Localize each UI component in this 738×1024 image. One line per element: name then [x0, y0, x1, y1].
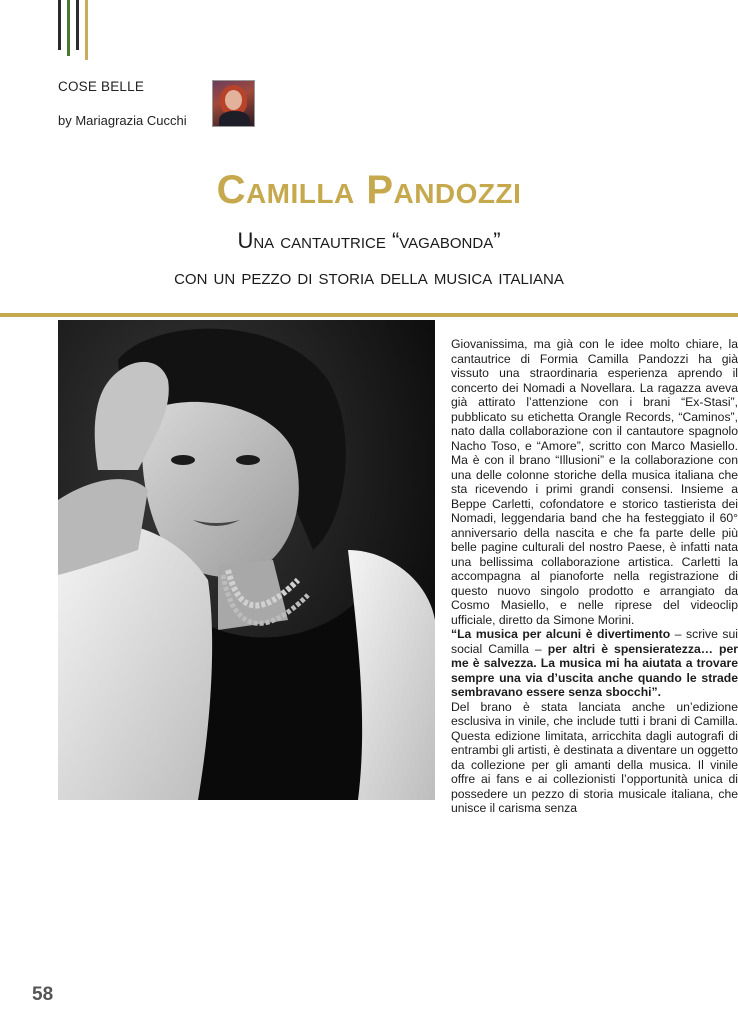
- title-divider: [0, 313, 738, 317]
- quote-attribution: – scrive sui social Camilla –: [451, 627, 738, 656]
- author-byline: by Mariagrazia Cucchi: [58, 113, 187, 128]
- decorative-bar: [85, 0, 88, 60]
- author-avatar: [212, 80, 255, 127]
- decorative-bars: [58, 0, 98, 58]
- decorative-bar: [67, 0, 70, 56]
- article-paragraph: Giovanissima, ma già con le idee molto chiare, la cantautrice di Formia Camilla Pandozzi ha già vissuto una straordinaria esperienza aprendo il concerto dei Nomadi a Novellara. La ragazza aveva già attirato l’attenzione con i brani “Ex-Stasi”, pubblicato su etichetta Orangle Records, “Caminos”, nato dalla collaborazione con il cantautore spagnolo Nacho Toso, e “Amore”, scritto con Marco Masiello. Ma è con il brano “Illusioni” e la collaborazione con una delle colonne storiche della musica italiana che sta ricevendo i primi grandi consensi. Insieme a Beppe Carletti, cofondatore e storico tastierista dei Nomadi, leggendaria band che ha festeggiato il 60° anniversario della nascita e che fa parte delle più belle pagine culturali del nostro Paese, è infatti nata una bellissima collaborazione artistica. Carletti la accompagna al pianoforte nella registrazione di questo nuovo singolo prodotto e arrangiato da Cosmo Masiello, e nelle riprese del videoclip ufficiale, diretto da Simone Morini.: [451, 337, 738, 627]
- article-title: Camilla Pandozzi: [216, 168, 522, 212]
- article-body: [451, 337, 738, 816]
- article-subtitle-line2: con un pezzo di storia della musica italiana: [174, 264, 564, 289]
- portrait-photo: [58, 320, 435, 800]
- decorative-bar: [76, 0, 79, 50]
- article-quote: [451, 627, 738, 700]
- page-number: 58: [32, 984, 54, 1005]
- section-label: COSE BELLE: [58, 79, 145, 94]
- decorative-bar: [58, 0, 61, 50]
- article-subtitle-line1: Una cantautrice “vagabonda”: [237, 228, 501, 253]
- quote-bold-part: per altri è spensieratezza… per me è salvezza. La musica mi ha aiutata a trovare sempre una via d’uscita anche quando le strade sembravano essere senza sbocchi”.: [451, 641, 738, 699]
- article-paragraph: Del brano è stata lanciata anche un’edizione esclusiva in vinile, che include tutti i brani di Camilla. Questa edizione limitata, arricchita dagli autografi di entrambi gli artisti, è destinata a diventare un oggetto da collezione per gli amanti della musica. Il vinile offre ai fans e ai collezionisti l’opportunità unica di possedere un pezzo di storia musicale italiana, che unisce il carisma senza: [451, 699, 738, 815]
- quote-bold-part: “La musica per alcuni è divertimento: [451, 627, 671, 641]
